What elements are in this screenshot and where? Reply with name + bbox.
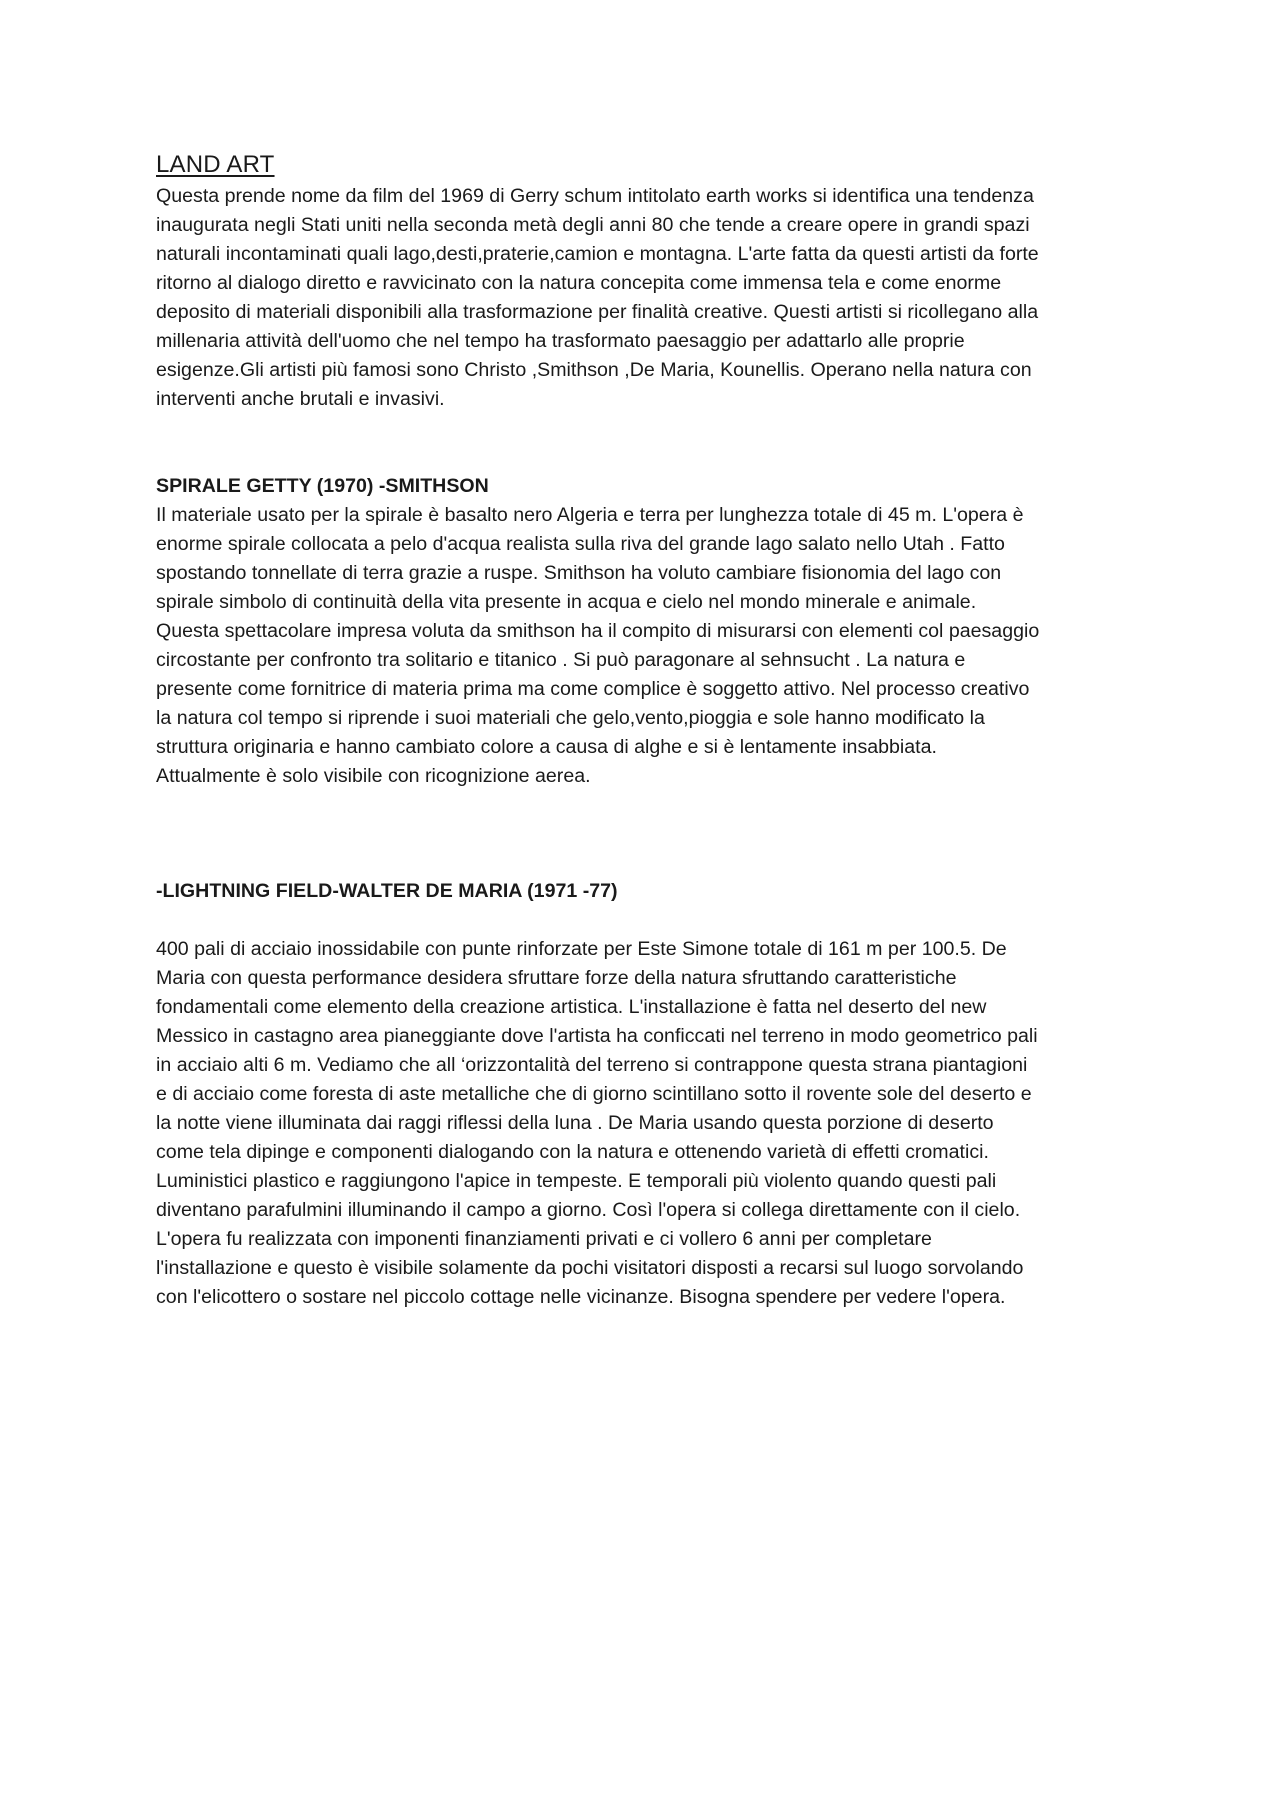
- spacer: [156, 906, 1146, 935]
- paragraph-line: spostando tonnellate di terra grazie a ruspe. Smithson ha voluto cambiare fisionomia del lago con: [156, 562, 1002, 584]
- paragraph-line: esigenze.Gli artisti più famosi sono Christo ,Smithson ,De Maria, Kounellis. Operano nella natura con: [156, 359, 1032, 381]
- document-title: LAND ART: [156, 151, 275, 178]
- spacer: [156, 414, 1146, 472]
- paragraph-line: fondamentali come elemento della creazione artistica. L'installazione è fatta nel deserto del new: [156, 996, 987, 1018]
- paragraph-line: enorme spirale collocata a pelo d'acqua realista sulla riva del grande lago salato nello Utah . Fatto: [156, 533, 1005, 555]
- paragraph-line: inaugurata negli Stati uniti nella seconda metà degli anni 80 che tende a creare opere in grandi spazi: [156, 214, 1030, 236]
- paragraph-line: Questa spettacolare impresa voluta da smithson ha il compito di misurarsi con elementi col paesaggio: [156, 620, 1040, 642]
- section-paragraph-spirale-getty: [156, 501, 1146, 791]
- paragraph-line: Il materiale usato per la spirale è basalto nero Algeria e terra per lunghezza totale di 45 m. L'opera è: [156, 504, 1024, 526]
- paragraph-line: la notte viene illuminata dai raggi riflessi della luna . De Maria usando questa porzione di deserto: [156, 1112, 994, 1134]
- paragraph-line: ritorno al dialogo diretto e ravvicinato con la natura concepita come immensa tela e come enorme: [156, 272, 1002, 294]
- intro-paragraph: [156, 182, 1146, 414]
- paragraph-line: Attualmente è solo visibile con ricognizione aerea.: [156, 765, 591, 787]
- paragraph-line: millenaria attività dell'uomo che nel tempo ha trasformato paesaggio per adattarlo alle proprie: [156, 330, 965, 352]
- paragraph-line: diventano parafulmini illuminando il campo a giorno. Così l'opera si collega direttamente con il cielo.: [156, 1199, 1021, 1221]
- paragraph-line: L'opera fu realizzata con imponenti finanziamenti privati e ci vollero 6 anni per completare: [156, 1228, 932, 1250]
- paragraph-line: Luministici plastico e raggiungono l'apice in tempeste. E temporali più violento quando questi pali: [156, 1170, 997, 1192]
- paragraph-line: con l'elicottero o sostare nel piccolo cottage nelle vicinanze. Bisogna spendere per vedere l'opera.: [156, 1286, 1006, 1308]
- paragraph-line: l'installazione e questo è visibile solamente da pochi visitatori disposti a recarsi sul luogo sorvolando: [156, 1257, 1024, 1279]
- paragraph-line: Maria con questa performance desidera sfruttare forze della natura sfruttando caratteristiche: [156, 967, 957, 989]
- paragraph-line: 400 pali di acciaio inossidabile con punte rinforzate per Este Simone totale di 161 m per 100.5. De: [156, 938, 1007, 960]
- spacer: [156, 791, 1146, 877]
- section-paragraph-lightning-field: [156, 935, 1146, 1312]
- paragraph-line: Messico in castagno area pianeggiante dove l'artista ha conficcati nel terreno in modo geometrico pali: [156, 1025, 1038, 1047]
- section-heading-lightning-field: -LIGHTNING FIELD-WALTER DE MARIA (1971 -77): [156, 880, 618, 902]
- paragraph-line: presente come fornitrice di materia prima ma come complice è soggetto attivo. Nel processo creativo: [156, 678, 1030, 700]
- paragraph-line: spirale simbolo di continuità della vita presente in acqua e cielo nel mondo minerale e animale.: [156, 591, 977, 613]
- document-page: [156, 150, 1146, 1312]
- paragraph-line: come tela dipinge e componenti dialogando con la natura e ottenendo varietà di effetti cromatici.: [156, 1141, 989, 1163]
- paragraph-line: interventi anche brutali e invasivi.: [156, 388, 445, 410]
- paragraph-line: struttura originaria e hanno cambiato colore a causa di alghe e si è lentamente insabbiata.: [156, 736, 937, 758]
- paragraph-line: in acciaio alti 6 m. Vediamo che all ‘orizzontalità del terreno si contrappone questa strana piantagioni: [156, 1054, 1028, 1076]
- paragraph-line: e di acciaio come foresta di aste metalliche che di giorno scintillano sotto il rovente sole del deserto e: [156, 1083, 1032, 1105]
- paragraph-line: la natura col tempo si riprende i suoi materiali che gelo,vento,pioggia e sole hanno modificato la: [156, 707, 985, 729]
- paragraph-line: circostante per confronto tra solitario e titanico . Si può paragonare al sehnsucht . La natura e: [156, 649, 966, 671]
- paragraph-line: deposito di materiali disponibili alla trasformazione per finalità creative. Questi artisti si ricollegano alla: [156, 301, 1039, 323]
- paragraph-line: Questa prende nome da film del 1969 di Gerry schum intitolato earth works si identifica una tendenza: [156, 185, 1034, 207]
- section-heading-spirale-getty: SPIRALE GETTY (1970) -SMITHSON: [156, 475, 489, 497]
- paragraph-line: naturali incontaminati quali lago,desti,praterie,camion e montagna. L'arte fatta da questi artisti da forte: [156, 243, 1039, 265]
